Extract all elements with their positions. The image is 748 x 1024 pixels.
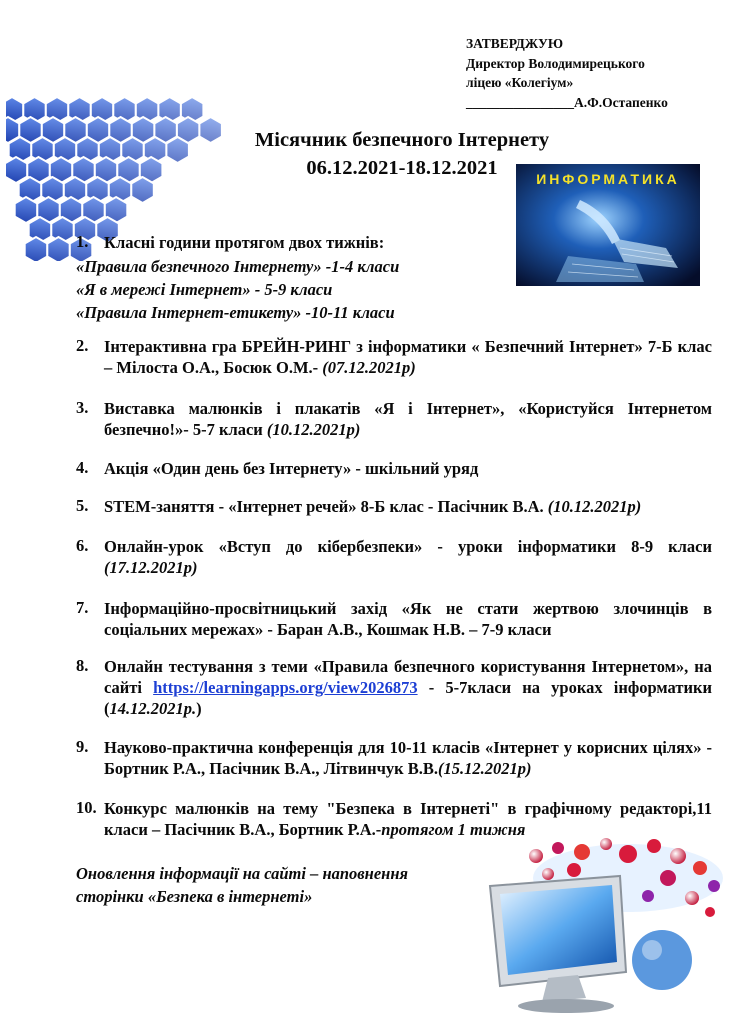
item-text-after: - 5-7класи на уроках інформатики ( — [104, 678, 712, 718]
decorative-ball — [619, 845, 637, 863]
list-item — [76, 336, 712, 378]
list-item — [76, 398, 712, 440]
item-text: Науково-практична конференція для 10-11 класів «Інтернет у корисних цілях» - Бортник Р.А., Пасічник В.А., Літвинчук В.В. — [104, 738, 712, 778]
decorative-ball — [642, 890, 654, 902]
list-item — [76, 458, 712, 479]
approval-heading: ЗАТВЕРДЖУЮ — [466, 36, 564, 51]
item-number: 2. — [76, 336, 89, 355]
item-number: 3. — [76, 398, 89, 417]
class-hour-topic: «Я в мережі Інтернет» - 5-9 класи — [76, 280, 333, 299]
decorative-ball — [693, 861, 707, 875]
list-item — [76, 798, 712, 840]
item-number: 10. — [76, 798, 97, 817]
item-date: (17.12.2021р) — [104, 558, 198, 577]
decorative-ball — [574, 844, 590, 860]
item-date: (15.12.2021р) — [438, 759, 532, 778]
note-line: Оновлення інформації на сайті – наповнення — [76, 864, 408, 883]
decorative-ball — [660, 870, 676, 886]
decorative-ball — [708, 880, 720, 892]
decorative-ball — [705, 907, 715, 917]
item-text: STEM-заняття - «Інтернет речей» 8-Б клас - Пасічник В.А. — [104, 497, 544, 516]
item-number: 4. — [76, 458, 89, 477]
list-item — [76, 737, 712, 779]
item-text: Класні години протягом двох тижнів: — [104, 233, 385, 252]
item-text: Виставка малюнків і плакатів «Я і Інтернет», «Користуйся Інтернетом безпечно!»- 5-7 класи — [104, 399, 712, 439]
approval-block — [466, 34, 668, 112]
list-item — [76, 232, 712, 324]
item-date: протягом 1 тижня — [381, 820, 526, 839]
class-hour-topic: «Правила Інтернет-етикету» -10-11 класи — [76, 303, 395, 322]
decorative-ball — [542, 868, 554, 880]
item-number: 1. — [76, 232, 89, 251]
item-number: 6. — [76, 536, 89, 555]
item-date: 14.12.2021р. — [109, 699, 197, 718]
item-close: ) — [196, 699, 202, 718]
approval-school: ліцею «Колегіум» — [466, 75, 574, 90]
title-dates: 06.12.2021-18.12.2021 — [306, 157, 498, 179]
informatika-banner-text: ИНФОРМАТИКА — [536, 171, 680, 187]
item-text: Конкурс малюнків на тему "Безпека в Інтернеті" в графічному редакторі,11 класи – Пасічник В.А., Бортник Р.А.- — [104, 799, 712, 839]
list-item — [76, 536, 712, 578]
item-number: 7. — [76, 598, 89, 617]
decorative-ball — [552, 842, 564, 854]
website-update-note — [76, 862, 496, 908]
class-hour-topic: «Правила безпечного Інтернету» -1-4 класи — [76, 257, 400, 276]
item-text: Онлайн тестування з теми «Правила безпечного користування Інтернетом», на сайті — [104, 657, 712, 697]
computer-monitor-illustration — [478, 838, 728, 1016]
item-number: 5. — [76, 496, 89, 515]
decorative-ball — [647, 839, 661, 853]
decorative-ball — [600, 838, 612, 850]
approval-signature: ________________А.Ф.Остапенко — [466, 94, 668, 110]
list-item — [76, 598, 712, 640]
item-text: Онлайн-урок «Вступ до кібербезпеки» - уроки інформатики 8-9 класи — [104, 537, 712, 556]
item-text: Інформаційно-просвітницький захід «Як не стати жертвою злочинців в соціальних мережах» - Баран А.В., Кошмак Н.В. – 7-9 класи — [104, 599, 712, 639]
decorative-ball — [685, 891, 699, 905]
item-date: (10.12.2021р) — [266, 420, 361, 439]
item-date: (07.12.2021р) — [322, 358, 416, 377]
learningapps-link[interactable]: https://learningapps.org/view2026873 — [153, 678, 418, 697]
item-date: (10.12.2021р) — [547, 497, 642, 516]
item-number: 9. — [76, 737, 89, 756]
item-text: Інтерактивна гра БРЕЙН-РИНГ з інформатики « Безпечний Інтернет» 7-Б клас – Мілоста О.А., Босюк О.М.- — [104, 337, 712, 377]
decorative-ball — [529, 849, 543, 863]
note-line: сторінки «Безпека в інтернеті» — [76, 887, 313, 906]
item-number: 8. — [76, 656, 89, 675]
list-item — [76, 496, 712, 517]
decorative-ball — [670, 848, 686, 864]
approval-position: Директор Володимирецького — [466, 55, 645, 71]
title-main: Місячник безпечного Інтернету — [254, 129, 550, 151]
decorative-ball — [567, 863, 581, 877]
item-text: Акція «Один день без Інтернету» - шкільний уряд — [104, 459, 479, 478]
list-item — [76, 656, 712, 719]
